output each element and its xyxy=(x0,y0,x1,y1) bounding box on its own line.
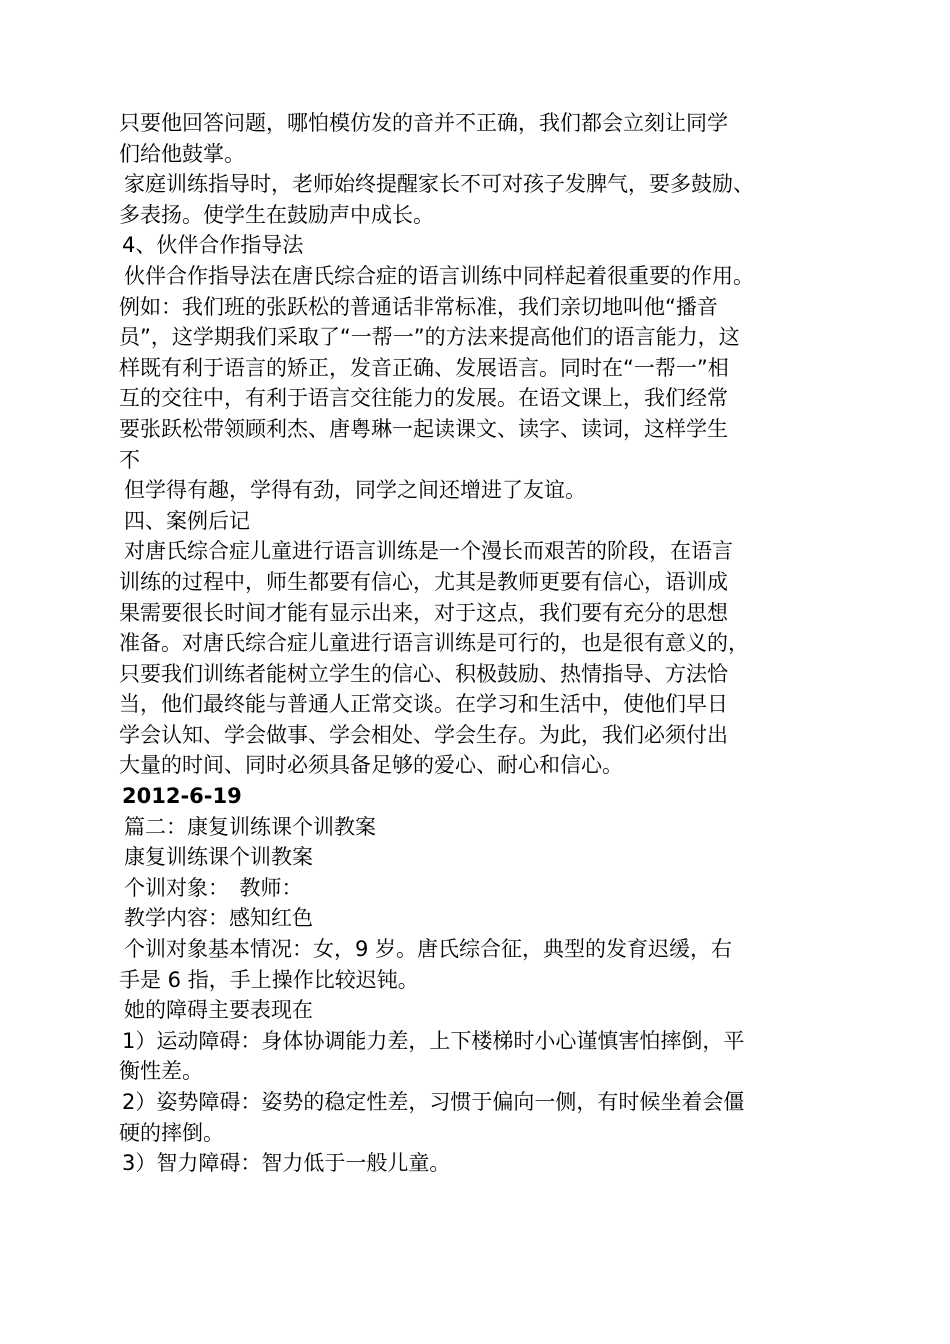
text-line: 康复训练课个训教案 xyxy=(124,845,313,870)
text-line: 要张跃松带领顾利杰、唐粤琳一起读课文、读字、读词，这样学生 xyxy=(119,416,728,441)
text-line: 衡性差。 xyxy=(119,1059,203,1084)
text-line: 1）运动障碍：身体协调能力差，上下楼梯时小心谨慎害怕摔倒，平 xyxy=(122,1028,745,1053)
text-line: 个训对象基本情况：女，9 岁。唐氏综合征，典型的发育迟缓，右 xyxy=(124,937,733,962)
text-line: 只要他回答问题，哪怕模仿发的音并不正确，我们都会立刻让同学 xyxy=(119,111,728,135)
text-line: 她的障碍主要表现在 xyxy=(124,998,313,1023)
text-line: 当，他们最终能与普通人正常交谈。在学习和生活中，使他们早日 xyxy=(119,692,728,717)
text-line: 样既有利于语言的矫正，发音正确、发展语言。同时在“一帮一”相 xyxy=(119,355,729,380)
text-line: 对唐氏综合症儿童进行语言训练是一个漫长而艰苦的阶段，在语言 xyxy=(124,539,733,564)
text-line: 2）姿势障碍：姿势的稳定性差，习惯于偏向一侧，有时候坐着会僵 xyxy=(122,1090,745,1114)
text-line: 学会认知、学会做事、学会相处、学会生存。为此，我们必须付出 xyxy=(119,722,728,747)
text-line: 们给他鼓掌。 xyxy=(119,141,245,166)
text-line: 2012-6-19 xyxy=(122,784,242,809)
text-line: 互的交往中，有利于语言交往能力的发展。在语文课上，我们经常 xyxy=(119,386,728,411)
text-line: 准备。对唐氏综合症儿童进行语言训练是可行的，也是很有意义的， xyxy=(119,631,749,656)
text-line: 篇二：康复训练课个训教案 xyxy=(124,814,376,839)
text-line: 只要我们训练者能树立学生的信心、积极鼓励、热情指导、方法恰 xyxy=(119,661,728,686)
text-line: 但学得有趣，学得有劲，同学之间还增进了友谊。 xyxy=(124,478,586,503)
text-line: 4、伙伴合作指导法 xyxy=(122,233,304,258)
text-line: 训练的过程中，师生都要有信心，尤其是教师更要有信心，语训成 xyxy=(119,569,728,594)
text-line: 例如：我们班的张跃松的普通话非常标准，我们亲切地叫他“播音 xyxy=(119,294,718,319)
text-line: 伙伴合作指导法在唐氏综合症的语言训练中同样起着很重要的作用。 xyxy=(124,263,754,288)
text-line: 硬的摔倒。 xyxy=(119,1120,224,1145)
text-line: 3）智力障碍：智力低于一般儿童。 xyxy=(122,1151,451,1176)
document-body xyxy=(0,108,950,1179)
text-line: 个训对象： 教师： xyxy=(124,875,303,900)
text-line: 不 xyxy=(119,447,140,472)
text-line: 教学内容：感知红色 xyxy=(124,906,313,931)
text-line: 手是 6 指，手上操作比较迟钝。 xyxy=(119,967,419,992)
text-line: 多表扬。使学生在鼓励声中成长。 xyxy=(119,202,434,227)
text-line: 大量的时间、同时必须具备足够的爱心、耐心和信心。 xyxy=(119,753,623,778)
text-line: 四、案例后记 xyxy=(124,508,250,533)
text-line: 果需要很长时间才能有显示出来，对于这点，我们要有充分的思想 xyxy=(119,600,728,625)
text-line: 员”，这学期我们采取了“一帮一”的方法来提高他们的语言能力，这 xyxy=(119,325,740,350)
text-line: 家庭训练指导时，老师始终提醒家长不可对孩子发脾气，要多鼓励、 xyxy=(124,172,754,197)
